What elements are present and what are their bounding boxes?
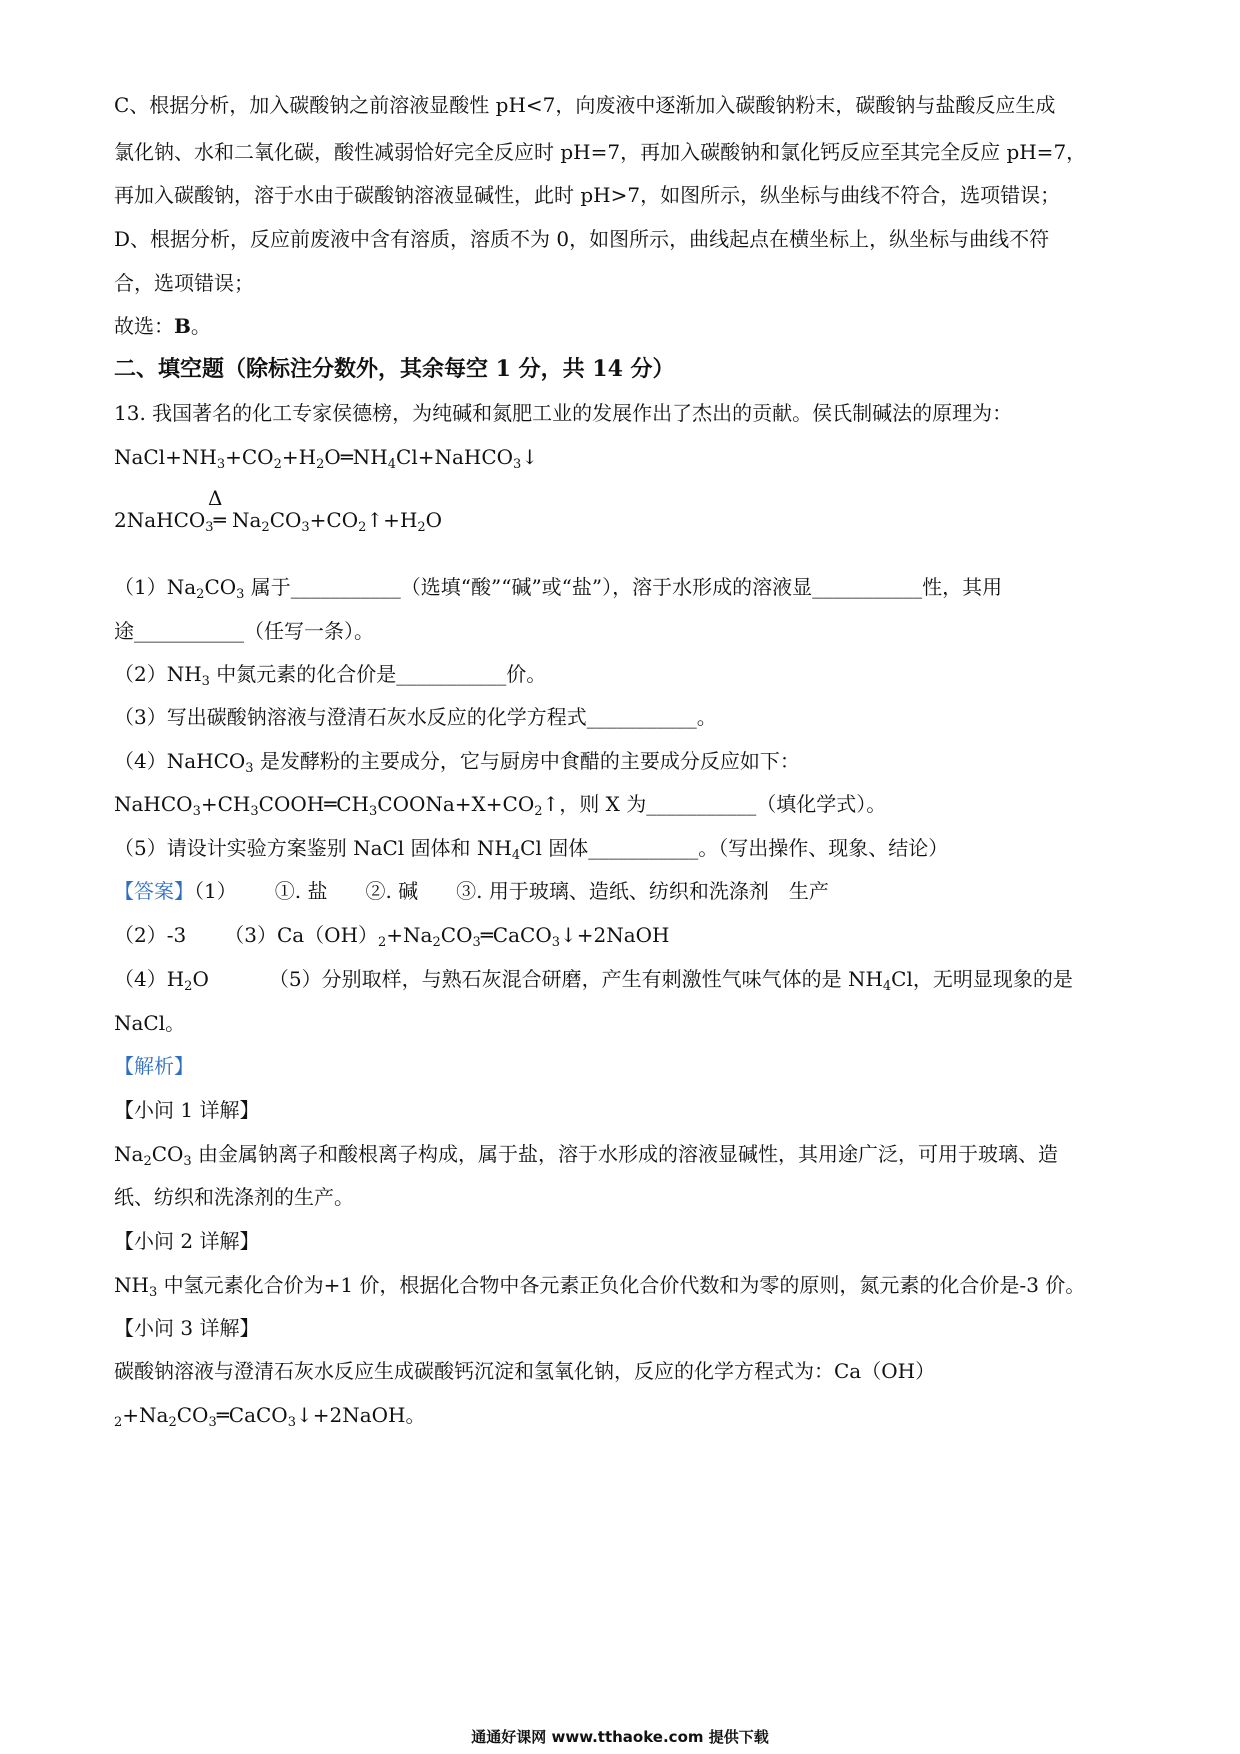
- question-2: $(2)NH_3$ 中氮元素的化合价是___________价。: [114, 662, 547, 689]
- equation-3: $NaHCO_3+CH_3COOH═CH_3COONa+X+CO_2↑$，则 X 为___________（填化学式）。: [114, 792, 887, 819]
- question-4: （4）NaHCO$_3$ 是发酵粉的主要成分，它与厨房中食醋的主要成分反应如下：: [114, 749, 800, 776]
- text-line: $_2+Na_2CO_3═CaCO_3↓+2NaOH$。: [114, 1403, 426, 1430]
- text-line: 合，选项错误；: [114, 271, 254, 295]
- text-line: 碳酸钠溶液与澄清石灰水反应生成碳酸钙沉淀和氢氧化钠，反应的化学方程式为：Ca（OH）: [114, 1359, 936, 1383]
- equation-2: 2NaHCO$_3$═ $Na_2CO_3+CO_2↑+H_2O$ Δ: [114, 486, 443, 535]
- question-1-cont: 途___________（任写一条）。: [114, 619, 374, 643]
- text-line: D、根据分析，反应前废液中含有溶质，溶质不为 0，如图所示，曲线起点在横坐标上，纵坐标与曲线不符: [114, 227, 1050, 251]
- text-line: $NH_3$ 中氢元素化合价为+1 价，根据化合物中各元素正负化合价代数和为零的原则，氮元素的化合价是-3 价。: [114, 1273, 1086, 1300]
- answer-line-1: 【答案】（1） ①. 盐 ②. 碱 ③. 用于玻璃、造纸、纺织和洗涤剂 生产: [114, 879, 829, 903]
- equation-1: $NaCl+NH_3+CO_2+H_2O═NH_4Cl+NaHCO_3↓$: [114, 445, 539, 472]
- analysis-label: 【解析】: [114, 1054, 194, 1078]
- text-line: C、根据分析，加入碳酸钠之前溶液显酸性 pH<7，向废液中逐渐加入碳酸钠粉末，碳酸钠与盐酸反应生成: [114, 93, 1056, 117]
- text-line: 纸、纺织和洗涤剂的生产。: [114, 1185, 354, 1209]
- text-line: $Na_2CO_3$ 由金属钠离子和酸根离子构成，属于盐，溶于水形成的溶液显碱性，其用途广泛，可用于玻璃、造: [114, 1142, 1059, 1169]
- question-13-stem: 13. 我国著名的化工专家侯德榜，为纯碱和氮肥工业的发展作出了杰出的贡献。侯氏制碱法的原理为：: [114, 401, 1013, 425]
- text-line: 氯化钠、水和二氧化碳，酸性减弱恰好完全反应时 pH=7，再加入碳酸钠和氯化钙反应至其完全反应 pH=7，: [114, 140, 1087, 164]
- question-1: $(1)Na_2CO_3$ 属于___________（选填“酸”“碱”或“盐”），溶于水形成的溶液显___________性，其用: [114, 575, 1003, 602]
- subquestion-3-heading: 【小问 3 详解】: [114, 1316, 260, 1340]
- question-3: （3）写出碳酸钠溶液与澄清石灰水反应的化学方程式___________。: [114, 705, 717, 729]
- answer-line-3: $(4)H_2O$ （5）分别取样，与熟石灰混合研磨，产生有刺激性气味气体的是 $NH_4Cl$，无明显现象的是: [114, 967, 1073, 994]
- subquestion-2-heading: 【小问 2 详解】: [114, 1229, 260, 1253]
- subquestion-1-heading: 【小问 1 详解】: [114, 1098, 260, 1122]
- page-footer: 通通好课网 www.tthaoke.com 提供下载: [471, 1728, 769, 1746]
- answer-line-4: NaCl。: [114, 1011, 186, 1035]
- section-heading: 二、填空题（除标注分数外，其余每空 1 分，共 14 分）: [114, 356, 675, 382]
- text-line: 再加入碳酸钠，溶于水由于碳酸钠溶液显碱性，此时 pH>7，如图所示，纵坐标与曲线不符合，选项错误；: [114, 183, 1061, 207]
- question-5: （5）请设计实验方案鉴别 NaCl 固体和 $NH_4Cl$ 固体___________。（写出操作、现象、结论）: [114, 836, 949, 863]
- heat-symbol: Δ: [208, 486, 223, 510]
- answer-label: 【答案】: [114, 879, 194, 903]
- answer-line-2: （2）-3 $(3)Ca(OH)_2+Na_2CO_3═CaCO_3↓+2NaOH$: [114, 923, 670, 950]
- text-line: 故选：B。: [114, 314, 211, 338]
